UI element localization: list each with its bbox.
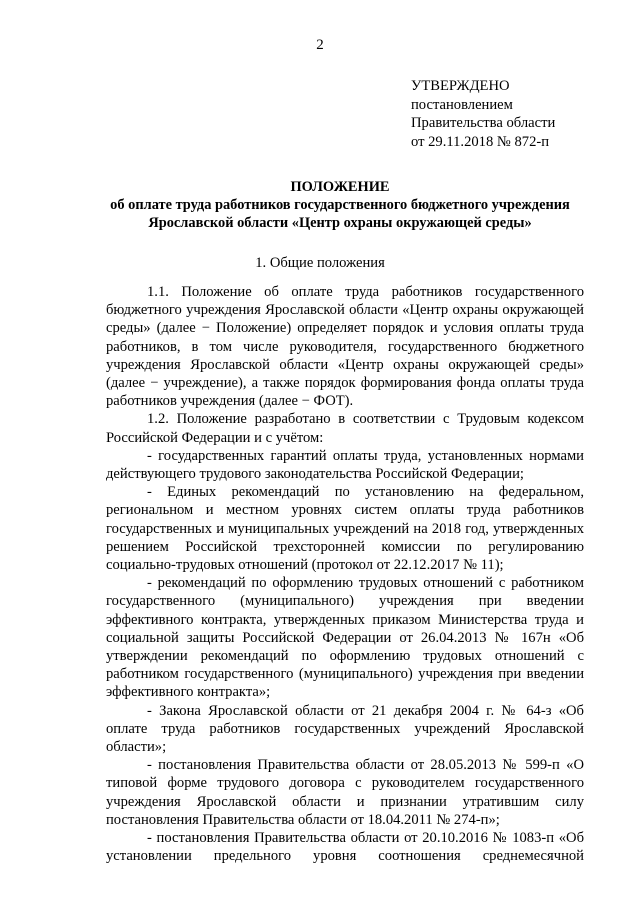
section-heading: 1. Общие положения xyxy=(255,255,385,271)
paragraph: 1.1. Положение об оплате труда работников государственного бюджетного учреждения Ярославской области «Центр охраны окружающей среды» (далее − Положение) определяет порядок и условия оплаты труда работников, в том числе руководителя, государственного бюджетного учреждения Ярославской области «Центр охраны окружающей среды» (далее − учреждение), а также порядок формирования фонда оплаты труда работников учреждения (далее − ФОТ). xyxy=(106,284,584,410)
paragraph: - государственных гарантий оплаты труда, установленных нормами действующего трудового законодательства Российской Федерации; xyxy=(106,447,584,483)
paragraph: - постановления Правительства области от 28.05.2013 № 599-п «О типовой форме трудового договора с руководителем государственного учреждения Ярославской области и признании утратившим силу постановления Правительства области от 18.04.2011 № 274-п»; xyxy=(106,757,584,828)
title-line: ПОЛОЖЕНИЕ xyxy=(290,179,390,195)
document-title xyxy=(100,179,580,232)
approval-stamp xyxy=(411,77,555,151)
approval-line: от 29.11.2018 № 872-п xyxy=(411,133,550,150)
paragraph: 1.2. Положение разработано в соответствии с Трудовым кодексом Российской Федерации и с учётом: xyxy=(106,411,584,446)
approval-line: Правительства области xyxy=(411,115,556,132)
approval-line: постановлением xyxy=(411,96,513,113)
page-number: 2 xyxy=(316,37,324,53)
title-line: об оплате труда работников государственного бюджетного учреждения xyxy=(110,196,570,213)
document-body xyxy=(106,283,584,866)
paragraph: - Единых рекомендаций по установлению на федеральном, региональном и местном уровнях систем оплаты труда работников государственных и муниципальных учреждений на 2018 год, утвержденных решением Российской трехсторонней комиссии по регулированию социально-трудовых отношений (протокол от 22.12.2017 № 11); xyxy=(106,484,584,574)
paragraph: - Закона Ярославской области от 21 декабря 2004 г. № 64-з «Об оплате труда работников государственных учреждений Ярославской области»; xyxy=(106,702,584,756)
approval-line: УТВЕРЖДЕНО xyxy=(411,78,510,94)
paragraph: - рекомендаций по оформлению трудовых отношений с работником государственного (муниципального) учреждения при введении эффективного контракта, утвержденных приказом Министерства труда и социальной защиты Российской Федерации от 26.04.2013 № 167н «Об утверждении рекомендаций по оформлению трудовых отношений с работником государственного (муниципального) учреждения при введении эффективного контракта»; xyxy=(106,575,584,701)
paragraph: - постановления Правительства области от 20.10.2016 № 1083-п «Об установлении предельного уровня соотношения среднемесячной xyxy=(106,830,584,865)
title-line: Ярославской области «Центр охраны окружающей среды» xyxy=(148,214,532,231)
